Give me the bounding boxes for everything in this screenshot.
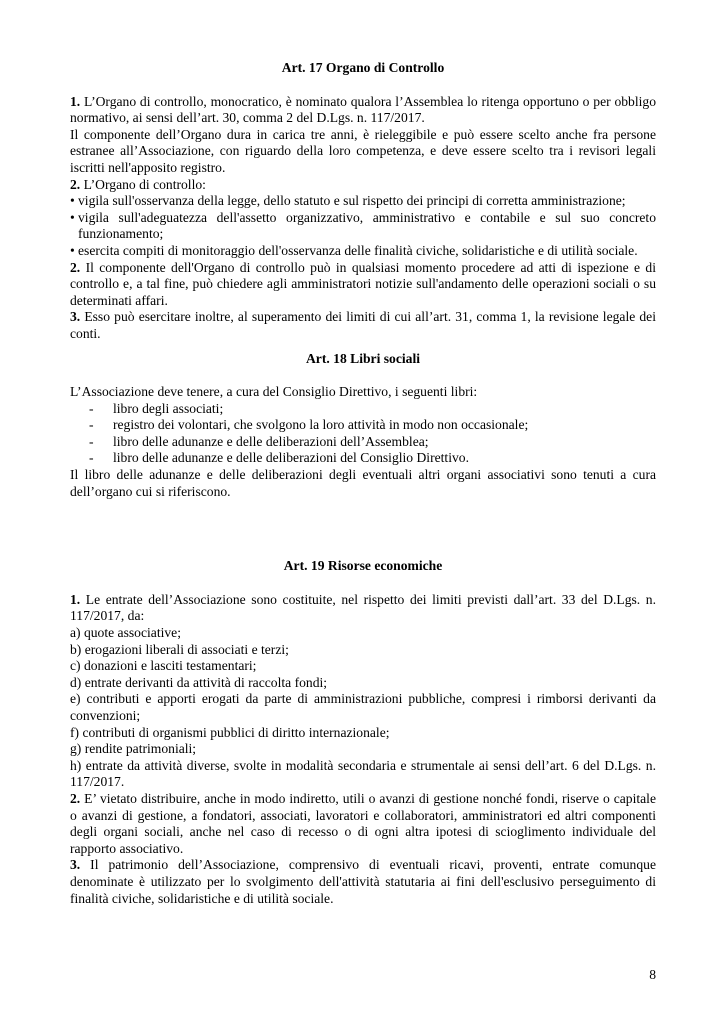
control-duties-list [70,193,656,259]
list-item: a) quote associative; [70,625,181,641]
paragraph-number: 1. [70,93,81,109]
article-19-paragraph-3: 3. Il patrimonio dell’Associazione, comprensivo di eventuali ricavi, proventi, entrate comunque denominate è utilizzato per lo svolgimento dell'attività statutaria ai fini dell'esclusivo perseguimento di finalità civiche, solidaristiche e di utilità sociale. [70,857,656,906]
article-19-paragraph-1: 1. Le entrate dell’Associazione sono costituite, nel rispetto dei limiti previsti dall’art. 33 del D.Lgs. n. 117/2017, da: [70,591,656,624]
article-17-title: Art. 17 Organo di Controllo [281,60,445,75]
list-item: d) entrate derivanti da attività di raccolta fondi; [70,674,328,690]
article-19-title: Art. 19 Risorse economiche [283,558,443,574]
paragraph-number: 3. [70,857,81,873]
list-item: f) contributi di organismi pubblici di diritto internazionale; [70,724,390,740]
paragraph-number: 1. [70,591,81,607]
list-item: - registro dei volontari, che svolgono la loro attività in modo non occasionale; [89,417,656,434]
article-18-closing: Il libro delle adunanze e delle deliberazioni degli eventuali altri organi associativi sono tenuti a cura dell’organo cui si riferiscono. [70,467,656,499]
article-18-title: Art. 18 Libri sociali [305,350,421,366]
article-17 [70,60,656,343]
paragraph-number: 3. [70,309,81,325]
page-number: 8 [649,967,656,982]
list-item: • vigila sull'adeguatezza dell'assetto organizzativo, amministrativo e contabile e sul suo concreto funzionamento; [70,210,656,243]
list-item: c) donazioni e lasciti testamentari; [70,658,257,674]
article-19 [70,558,656,907]
article-17-paragraph-2b: 2. Il componente dell'Organo di controllo può in qualsiasi momento procedere ad atti di ispezione e di controllo e, a tal fine, può chiedere agli amministratori notizie sull'andamento delle operazioni sociali o su determinati affari. [70,259,656,308]
list-item: b) erogazioni liberali di associati e terzi; [70,641,289,657]
list-item: - libro delle adunanze e delle deliberazioni del Consiglio Direttivo. [89,450,656,467]
article-18 [70,351,656,501]
list-item: g) rendite patrimoniali; [70,741,197,757]
list-item: e) contributi e apporti erogati da parte di amministrazioni pubbliche, compresi i rimborsi derivanti da convenzioni; [70,691,656,723]
list-item: h) entrate da attività diverse, svolte in modalità secondaria e strumentale ai sensi dell’art. 6 del D.Lgs. n. 117/2017. [70,757,656,790]
books-list [70,401,656,467]
article-17-paragraph-2: 2. L’Organo di controllo: [70,176,206,192]
list-item: - libro degli associati; [89,401,656,418]
list-item: • esercita compiti di monitoraggio dell'osservanza delle finalità civiche, solidaristiche e di utilità sociale. [70,243,656,260]
article-17-paragraph-3: 3. Esso può esercitare inoltre, al superamento dei limiti di cui all’art. 31, comma 1, la revisione legale dei conti. [70,309,656,341]
list-item: • vigila sull'osservanza della legge, dello statuto e sul rispetto dei principi di corretta amministrazione; [70,193,656,210]
list-item: - libro delle adunanze e delle deliberazioni dell’Assemblea; [89,434,656,451]
paragraph-number: 2. [70,790,81,806]
article-19-paragraph-2: 2. E’ vietato distribuire, anche in modo indiretto, utili o avanzi di gestione nonché fondi, riserve o capitale o avanzi di gestione, a fondatori, associati, lavoratori e collaboratori, amministratori ed altri componenti degli organi sociali, anche nel caso di recesso o di ogni altra ipotesi di scioglimento individuale del rapporto associativo. [70,790,656,856]
paragraph-number: 2. [70,259,81,275]
article-18-intro: L’Associazione deve tenere, a cura del Consiglio Direttivo, i seguenti libri: [70,384,478,400]
article-17-paragraph-1b: Il componente dell’Organo dura in carica tre anni, è rieleggibile e può essere scelto anche fra persone estranee all’Associazione, con riguardo della loro competenza, e deve essere scelto tra i revisori legali iscritti nell'apposito registro. [70,126,656,175]
article-17-paragraph-1: 1. L’Organo di controllo, monocratico, è nominato qualora l’Assemblea lo ritenga opportuno o per obbligo normativo, ai sensi dell’art. 30, comma 2 del D.Lgs. n. 117/2017. [70,93,656,126]
paragraph-number: 2. [70,176,81,192]
